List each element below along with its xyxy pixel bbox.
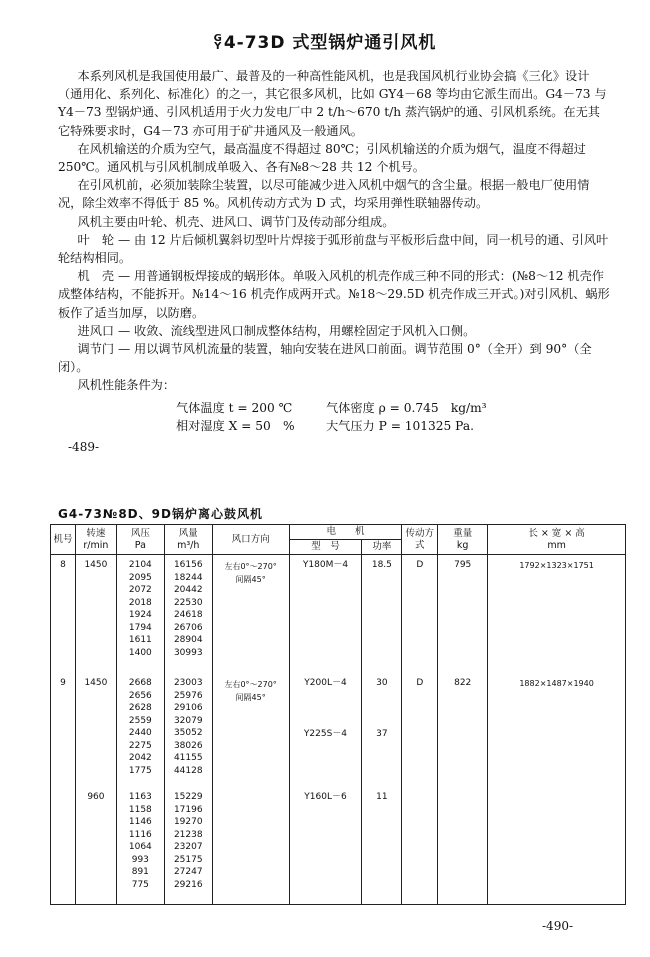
pressure-value: 2668	[128, 678, 152, 688]
cell-speed-8: 1450	[75, 555, 116, 660]
pressure-value: 1064	[128, 842, 152, 852]
table-title: G4-73№8D、9D锅炉离心鼓风机	[58, 507, 263, 521]
paragraph-intro: 本系列风机是我国使用最广、最普及的一种高性能风机，也是我国风机行业协会搞《三化》设计（通用化、系列化、标准化）的之一，其它很多风机，比如 GY4－68 等均由它派生而出。G4－73 与 Y4－73 型锅炉通、引风机适用于火力发电厂中 2 t/h～670 t/h 蒸汽锅炉的通、引风机系统。在无其它特殊要求时，G4－73 亦可用于矿井通风及一般通风。	[58, 69, 607, 138]
cell-weight-9b	[438, 789, 488, 905]
motor-model: Y200L－4	[304, 678, 347, 688]
pressure-value: 1146	[128, 817, 152, 827]
header-speed-unit: r/min	[83, 539, 109, 551]
flow-value: 20442	[173, 585, 203, 595]
cell-weight-9: 822	[438, 671, 488, 777]
paragraph-casing: 机 壳 — 用普通钢板焊接成的蜗形体。单吸入风机的机壳作成三种不同的形式：(№8～12 机壳作成整体结构，不能拆开。№14～16 机壳作成两开式。№18～29.5D 机壳作成三开式。)对引风机、蜗形板作了适当加厚，以防磨。	[58, 269, 610, 320]
pressure-value: 1400	[128, 647, 152, 658]
flow-value: 18244	[173, 572, 203, 583]
header-speed	[75, 525, 116, 555]
condition-pressure: 大气压力 P = 101325 Pa.	[326, 418, 474, 433]
cell-power-8: 18.5	[362, 555, 402, 660]
outlet-range: 左右0°～270°	[224, 680, 277, 689]
header-size	[488, 525, 626, 555]
cell-flow-list-9a	[164, 671, 212, 777]
pressure-value: 891	[131, 867, 149, 877]
cell-jihao-9b	[51, 789, 76, 905]
body-text	[58, 67, 610, 435]
flow-value: 23207	[173, 842, 203, 852]
header-drive: 传动方式	[402, 525, 438, 555]
flow-value: 26706	[173, 622, 203, 633]
pressure-value: 1158	[128, 804, 152, 815]
pressure-value: 2440	[128, 728, 152, 738]
header-motor-power: 功率	[362, 540, 402, 555]
header-flow	[164, 525, 212, 555]
title-prefix-top: G	[213, 33, 223, 44]
pressure-value: 2104	[128, 560, 152, 570]
header-weight-unit: kg	[456, 539, 469, 551]
pressure-value: 993	[131, 854, 149, 865]
header-motor-model: 型 号	[289, 540, 362, 555]
pressure-value: 2095	[128, 572, 152, 583]
cell-flow-list-8	[164, 555, 212, 660]
cell-speed-9a: 1450	[75, 671, 116, 777]
header-flow-unit: m³/h	[177, 539, 200, 551]
paragraph-medium: 在风机输送的介质为空气，最高温度不得超过 80℃；引风机输送的介质为烟气，温度不得超过 250℃。通风机与引风机制成单吸入、各有№8～28 共 12 个机号。	[58, 141, 586, 175]
flow-value: 22530	[173, 597, 203, 608]
header-weight-label: 重量	[453, 527, 473, 539]
table-row	[51, 555, 626, 660]
flow-value: 32079	[173, 715, 203, 726]
cell-motor-9a	[289, 671, 362, 777]
flow-value: 25976	[173, 690, 203, 701]
pressure-value: 2628	[128, 703, 152, 713]
flow-value: 15229	[173, 792, 203, 802]
paragraph-conditions-label: 风机性能条件为：	[77, 378, 176, 393]
condition-density: 气体密度 ρ = 0.745 kg/m³	[326, 400, 487, 415]
header-size-label: 长 × 宽 × 高	[528, 527, 585, 539]
page-title	[0, 28, 650, 53]
flow-value: 24618	[173, 610, 203, 620]
pressure-value: 775	[131, 879, 149, 890]
flow-value: 23003	[173, 678, 203, 688]
table-spacer	[51, 777, 626, 789]
header-weight	[438, 525, 488, 555]
table-spacer	[51, 659, 626, 671]
pressure-value: 1611	[128, 635, 152, 645]
flow-value: 21238	[173, 829, 203, 840]
cell-speed-9b: 960	[75, 789, 116, 905]
flow-value: 35052	[173, 728, 203, 738]
cell-size-8: 1792×1323×1751	[488, 555, 626, 660]
pressure-value: 2656	[128, 690, 152, 701]
cell-drive-9b	[402, 789, 438, 905]
flow-value: 17196	[173, 804, 203, 815]
cell-power-9b: 11	[362, 789, 402, 905]
cell-power-9a	[362, 671, 402, 777]
conditions	[58, 399, 610, 435]
pressure-value: 1924	[128, 610, 152, 620]
header-jihao: 机号	[51, 525, 76, 555]
flow-value: 19270	[173, 817, 203, 827]
cell-jihao-9: 9	[51, 671, 76, 777]
header-speed-label: 转速	[86, 527, 106, 539]
header-pressure	[116, 525, 164, 555]
outlet-interval: 间隔45°	[235, 692, 266, 702]
condition-humidity: 相对湿度 X = 50 %	[176, 418, 295, 433]
cell-motor-8: Y180M－4	[289, 555, 362, 660]
paragraph-damper: 调节门 — 用以调节风机流量的装置，轴向安装在进风口前面。调节范围 0°（全开）到 90°（全闭）。	[58, 342, 592, 375]
paragraph-dust: 在引风机前，必须加装除尘装置，以尽可能减少进入风机中烟气的含尘量。根据一般电厂使用情况，除尘效率不得低于 85 %。风机传动方式为 D 式，均采用弹性联轴器传动。	[58, 178, 590, 211]
cell-drive-8: D	[402, 555, 438, 660]
cell-flow-list-9b	[164, 789, 212, 905]
flow-value: 44128	[173, 765, 203, 776]
pressure-value: 1163	[128, 792, 152, 802]
pressure-value: 1794	[128, 622, 152, 633]
flow-value: 38026	[173, 740, 203, 751]
title-prefix-bottom: Y	[214, 41, 223, 52]
header-motor: 电 机	[289, 525, 402, 540]
flow-value: 27247	[173, 867, 203, 877]
cell-outlet-8	[212, 555, 289, 660]
header-flow-label: 风量	[178, 527, 198, 539]
cell-motor-9b: Y160L－6	[289, 789, 362, 905]
motor-power: 37	[376, 728, 388, 739]
cell-pressure-list-8	[116, 555, 164, 660]
specs-table	[50, 524, 626, 905]
flow-value: 29106	[173, 703, 203, 713]
motor-power: 30	[376, 678, 388, 688]
motor-model: Y225S－4	[303, 728, 348, 739]
flow-value: 25175	[173, 854, 203, 865]
cell-jihao-8: 8	[51, 555, 76, 660]
flow-value: 28904	[173, 635, 203, 645]
flow-value: 41155	[173, 753, 203, 763]
cell-outlet-9b	[212, 789, 289, 905]
pressure-value: 2275	[128, 740, 152, 751]
cell-drive-9: D	[402, 671, 438, 777]
cell-weight-8: 795	[438, 555, 488, 660]
cell-pressure-list-9b	[116, 789, 164, 905]
header-pressure-label: 风压	[130, 527, 150, 539]
cell-size-9b	[488, 789, 626, 905]
cell-size-9: 1882×1487×1940	[488, 671, 626, 777]
header-size-unit: mm	[547, 539, 566, 551]
header-pressure-unit: Pa	[134, 539, 146, 551]
cell-outlet-9	[212, 671, 289, 777]
title-main: 4-73D 式型锅炉通引风机	[223, 33, 437, 53]
pressure-value: 1116	[128, 829, 152, 840]
paragraph-components: 风机主要由叶轮、机壳、进风口、调节门及传动部分组成。	[77, 214, 395, 229]
header-outlet: 风口方向	[212, 525, 289, 555]
cell-pressure-list-9a	[116, 671, 164, 777]
page-number-490: -490-	[542, 919, 574, 933]
pressure-value: 2042	[128, 753, 152, 763]
paragraph-inlet: 进风口 — 收敛、流线型进风口制成整体结构，用螺栓固定于风机入口侧。	[77, 323, 476, 338]
flow-value: 30993	[173, 647, 203, 658]
table-row	[51, 671, 626, 777]
table-row	[51, 789, 626, 905]
pressure-value: 1775	[128, 765, 152, 776]
page-number-489: -489-	[68, 440, 100, 454]
condition-temperature: 气体温度 t = 200 ℃	[176, 400, 293, 415]
pressure-value: 2559	[128, 715, 152, 726]
conditions-row-2	[176, 417, 610, 435]
conditions-row-1	[176, 399, 610, 417]
outlet-range: 左右0°～270°	[224, 562, 277, 571]
outlet-interval: 间隔45°	[235, 574, 266, 584]
pressure-value: 2072	[128, 585, 152, 595]
pressure-value: 2018	[128, 597, 152, 608]
flow-value: 29216	[173, 879, 203, 890]
flow-value: 16156	[173, 560, 203, 570]
title-prefix	[214, 35, 223, 51]
paragraph-impeller: 叶 轮 — 由 12 片后倾机翼斜切型叶片焊接于弧形前盘与平板形后盘中间，同一机号的通、引风叶轮结构相同。	[58, 232, 609, 266]
